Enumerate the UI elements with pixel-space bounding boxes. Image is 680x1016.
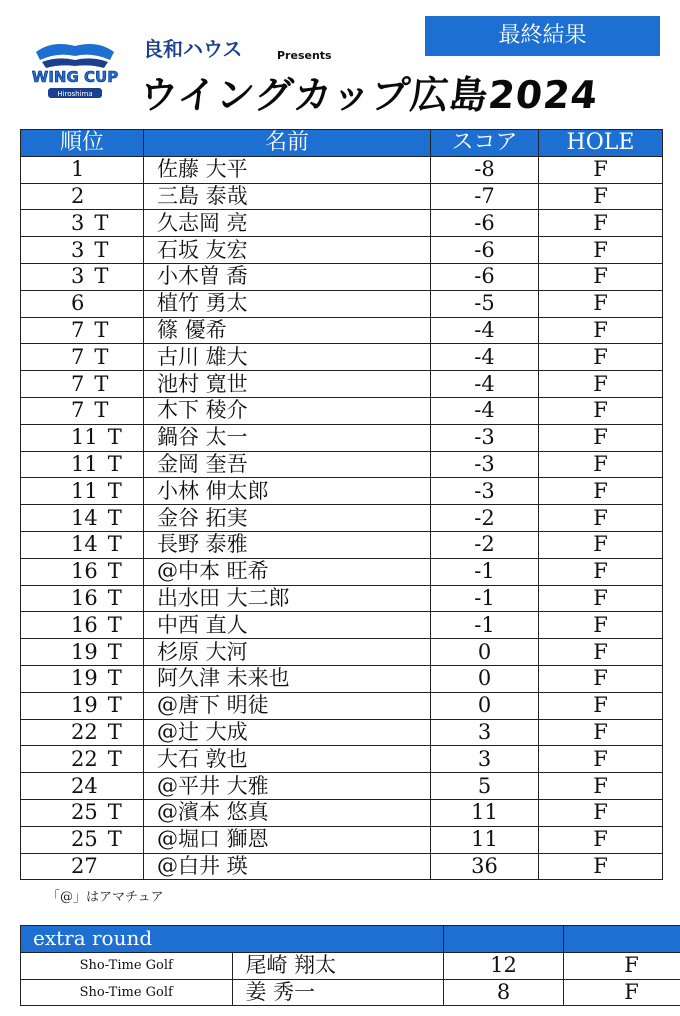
rank-value: 19 xyxy=(71,639,98,664)
score-cell: -4 xyxy=(431,371,539,398)
score-cell: -4 xyxy=(431,317,539,344)
rank-value: 16 xyxy=(71,612,98,637)
rank-value: 7 xyxy=(71,398,85,423)
col-name-header: 名前 xyxy=(144,130,431,157)
rank-cell xyxy=(21,558,144,585)
tie-marker: T xyxy=(107,666,122,691)
player-name-cell: 出水田 大二郎 xyxy=(144,585,431,612)
rank-cell xyxy=(21,156,144,183)
tie-marker: T xyxy=(107,585,122,610)
tie-marker: T xyxy=(94,264,109,289)
rank-value: 22 xyxy=(71,719,98,744)
player-name-cell: 尾崎 翔太 xyxy=(232,952,444,979)
table-row xyxy=(21,952,680,979)
hole-cell: F xyxy=(539,799,663,826)
logo-subtext: Hiroshima xyxy=(57,90,93,98)
rank-value: 11 xyxy=(71,451,98,476)
table-row xyxy=(21,639,663,666)
tie-marker: T xyxy=(107,639,122,664)
hole-cell: F xyxy=(539,505,663,532)
table-row xyxy=(21,397,663,424)
rank-cell xyxy=(21,665,144,692)
rank-cell xyxy=(21,183,144,210)
tie-marker: T xyxy=(94,237,109,262)
rank-value: 3 xyxy=(71,264,85,289)
tie-marker: T xyxy=(107,478,122,503)
hole-cell: F xyxy=(564,952,680,979)
rank-cell xyxy=(21,853,144,880)
hole-cell: F xyxy=(539,746,663,773)
wing-cup-logo xyxy=(32,38,118,104)
rank-value: 16 xyxy=(71,559,98,584)
table-row xyxy=(21,612,663,639)
player-name-cell: 佐藤 大平 xyxy=(144,156,431,183)
score-cell: -3 xyxy=(431,424,539,451)
results-header-row xyxy=(21,130,663,157)
hole-cell: F xyxy=(539,263,663,290)
table-row xyxy=(21,585,663,612)
rank-cell xyxy=(21,826,144,853)
tie-marker: T xyxy=(107,827,122,852)
player-name-cell: 金谷 拓実 xyxy=(144,505,431,532)
table-row xyxy=(21,210,663,237)
rank-cell xyxy=(21,531,144,558)
rank-cell xyxy=(21,799,144,826)
player-name-cell: 中西 直人 xyxy=(144,612,431,639)
rank-value: 14 xyxy=(71,532,98,557)
table-row xyxy=(21,451,663,478)
table-row xyxy=(21,317,663,344)
player-name-cell: @中本 旺希 xyxy=(144,558,431,585)
player-name-cell: @濱本 悠真 xyxy=(144,799,431,826)
rank-cell xyxy=(21,397,144,424)
player-name-cell: @白井 瑛 xyxy=(144,853,431,880)
player-name-cell: 池村 寛世 xyxy=(144,371,431,398)
hole-cell: F xyxy=(539,612,663,639)
score-cell: 11 xyxy=(431,799,539,826)
hole-cell: F xyxy=(539,558,663,585)
player-name-cell: 篠 優希 xyxy=(144,317,431,344)
hole-cell: F xyxy=(539,639,663,666)
hole-cell: F xyxy=(539,826,663,853)
tie-marker: T xyxy=(107,505,122,530)
tie-marker: T xyxy=(94,344,109,369)
rank-value: 19 xyxy=(71,693,98,718)
rank-value: 27 xyxy=(71,853,98,878)
rank-value: 3 xyxy=(71,237,85,262)
page-title: ウイングカップ広島2024 xyxy=(137,73,601,117)
rank-value: 11 xyxy=(71,478,98,503)
table-row xyxy=(21,237,663,264)
hole-cell: F xyxy=(539,531,663,558)
rank-cell xyxy=(21,237,144,264)
score-cell: 11 xyxy=(431,826,539,853)
rank-value: 1 xyxy=(71,157,85,182)
player-name-cell: 植竹 勇太 xyxy=(144,290,431,317)
score-cell: 8 xyxy=(444,979,564,1006)
extra-round-body xyxy=(21,952,680,1006)
player-name-cell: 久志岡 亮 xyxy=(144,210,431,237)
score-cell: 0 xyxy=(431,692,539,719)
rank-cell xyxy=(21,639,144,666)
sponsor-brand: 良和ハウス xyxy=(143,37,243,61)
table-row xyxy=(21,156,663,183)
hole-cell: F xyxy=(539,478,663,505)
hole-cell: F xyxy=(539,585,663,612)
score-cell: -1 xyxy=(431,612,539,639)
table-row xyxy=(21,826,663,853)
score-cell: -1 xyxy=(431,585,539,612)
table-row xyxy=(21,773,663,800)
table-row xyxy=(21,290,663,317)
table-row xyxy=(21,424,663,451)
player-name-cell: 金岡 奎吾 xyxy=(144,451,431,478)
amateur-note: 「@」はアマチュア xyxy=(47,890,164,905)
affiliation-cell: Sho-Time Golf xyxy=(21,979,233,1006)
table-row xyxy=(21,478,663,505)
tie-marker: T xyxy=(107,800,122,825)
hole-cell: F xyxy=(539,719,663,746)
player-name-cell: 大石 敦也 xyxy=(144,746,431,773)
rank-value: 7 xyxy=(71,371,85,396)
score-cell: 3 xyxy=(431,719,539,746)
tie-marker: T xyxy=(94,317,109,342)
player-name-cell: 鍋谷 太一 xyxy=(144,424,431,451)
rank-value: 6 xyxy=(71,291,85,316)
rank-cell xyxy=(21,317,144,344)
score-cell: 3 xyxy=(431,746,539,773)
extra-header-score xyxy=(444,926,564,953)
results-body xyxy=(21,156,663,880)
tie-marker: T xyxy=(94,398,109,423)
table-row xyxy=(21,799,663,826)
player-name-cell: 木下 稜介 xyxy=(144,397,431,424)
hole-cell: F xyxy=(539,692,663,719)
extra-header-row xyxy=(21,926,680,953)
rank-cell xyxy=(21,692,144,719)
player-name-cell: 姜 秀一 xyxy=(232,979,444,1006)
player-name-cell: 小林 伸太郎 xyxy=(144,478,431,505)
score-cell: -3 xyxy=(431,478,539,505)
score-cell: -1 xyxy=(431,558,539,585)
rank-value: 25 xyxy=(71,827,98,852)
rank-value: 7 xyxy=(71,344,85,369)
player-name-cell: @堀口 獅恩 xyxy=(144,826,431,853)
hole-cell: F xyxy=(539,451,663,478)
table-row xyxy=(21,505,663,532)
table-row xyxy=(21,853,663,880)
tie-marker: T xyxy=(94,210,109,235)
score-cell: -4 xyxy=(431,397,539,424)
hole-cell: F xyxy=(539,773,663,800)
rank-cell xyxy=(21,424,144,451)
hole-cell: F xyxy=(539,853,663,880)
table-row xyxy=(21,263,663,290)
rank-value: 11 xyxy=(71,425,98,450)
player-name-cell: 長野 泰雅 xyxy=(144,531,431,558)
presents-label: Presents xyxy=(277,49,332,62)
player-name-cell: 阿久津 未来也 xyxy=(144,665,431,692)
results-table xyxy=(20,129,663,880)
player-name-cell: @唐下 明徒 xyxy=(144,692,431,719)
player-name-cell: 古川 雄大 xyxy=(144,344,431,371)
rank-value: 22 xyxy=(71,746,98,771)
rank-cell xyxy=(21,585,144,612)
score-cell: -6 xyxy=(431,210,539,237)
rank-cell xyxy=(21,478,144,505)
rank-cell xyxy=(21,263,144,290)
player-name-cell: 石坂 友宏 xyxy=(144,237,431,264)
player-name-cell: @辻 大成 xyxy=(144,719,431,746)
score-cell: -6 xyxy=(431,237,539,264)
score-cell: -2 xyxy=(431,531,539,558)
hole-cell: F xyxy=(539,210,663,237)
tie-marker: T xyxy=(107,532,122,557)
hole-cell: F xyxy=(539,156,663,183)
rank-value: 16 xyxy=(71,585,98,610)
player-name-cell: @平井 大雅 xyxy=(144,773,431,800)
hole-cell: F xyxy=(539,397,663,424)
rank-value: 3 xyxy=(71,210,85,235)
rank-cell xyxy=(21,719,144,746)
logo-text: WING CUP xyxy=(32,68,118,86)
rank-cell xyxy=(21,290,144,317)
player-name-cell: 小木曽 喬 xyxy=(144,263,431,290)
rank-value: 14 xyxy=(71,505,98,530)
rank-cell xyxy=(21,505,144,532)
affiliation-cell: Sho-Time Golf xyxy=(21,952,233,979)
score-cell: -5 xyxy=(431,290,539,317)
tie-marker: T xyxy=(107,451,122,476)
rank-cell xyxy=(21,371,144,398)
col-score-header: スコア xyxy=(431,130,539,157)
extra-round-table xyxy=(20,925,680,1006)
score-cell: -4 xyxy=(431,344,539,371)
rank-cell xyxy=(21,612,144,639)
extra-header-hole xyxy=(564,926,680,953)
hole-cell: F xyxy=(539,371,663,398)
hole-cell: F xyxy=(539,424,663,451)
hole-cell: F xyxy=(539,344,663,371)
extra-round-title: extra round xyxy=(21,926,444,953)
tie-marker: T xyxy=(107,693,122,718)
col-rank-header: 順位 xyxy=(21,130,144,157)
score-cell: -7 xyxy=(431,183,539,210)
score-cell: -8 xyxy=(431,156,539,183)
table-row xyxy=(21,979,680,1006)
hole-cell: F xyxy=(539,237,663,264)
score-cell: 0 xyxy=(431,665,539,692)
col-hole-header: HOLE xyxy=(539,130,663,157)
hole-cell: F xyxy=(539,290,663,317)
rank-cell xyxy=(21,746,144,773)
tie-marker: T xyxy=(107,746,122,771)
table-row xyxy=(21,746,663,773)
rank-value: 7 xyxy=(71,317,85,342)
table-row xyxy=(21,719,663,746)
hole-cell: F xyxy=(539,317,663,344)
tie-marker: T xyxy=(107,425,122,450)
final-results-badge: 最終結果 xyxy=(425,16,660,56)
rank-value: 2 xyxy=(71,183,85,208)
player-name-cell: 三島 泰哉 xyxy=(144,183,431,210)
rank-cell xyxy=(21,773,144,800)
rank-cell xyxy=(21,210,144,237)
rank-value: 25 xyxy=(71,800,98,825)
score-cell: -6 xyxy=(431,263,539,290)
table-row xyxy=(21,558,663,585)
rank-value: 24 xyxy=(71,773,98,798)
tie-marker: T xyxy=(94,371,109,396)
rank-value: 19 xyxy=(71,666,98,691)
rank-cell xyxy=(21,451,144,478)
score-cell: -2 xyxy=(431,505,539,532)
table-row xyxy=(21,371,663,398)
table-row xyxy=(21,531,663,558)
table-row xyxy=(21,665,663,692)
tie-marker: T xyxy=(107,719,122,744)
score-cell: 0 xyxy=(431,639,539,666)
hole-cell: F xyxy=(564,979,680,1006)
tie-marker: T xyxy=(107,559,122,584)
player-name-cell: 杉原 大河 xyxy=(144,639,431,666)
rank-cell xyxy=(21,344,144,371)
hole-cell: F xyxy=(539,665,663,692)
table-row xyxy=(21,692,663,719)
table-row xyxy=(21,183,663,210)
hole-cell: F xyxy=(539,183,663,210)
tie-marker: T xyxy=(107,612,122,637)
score-cell: 36 xyxy=(431,853,539,880)
score-cell: 12 xyxy=(444,952,564,979)
score-cell: -3 xyxy=(431,451,539,478)
score-cell: 5 xyxy=(431,773,539,800)
table-row xyxy=(21,344,663,371)
